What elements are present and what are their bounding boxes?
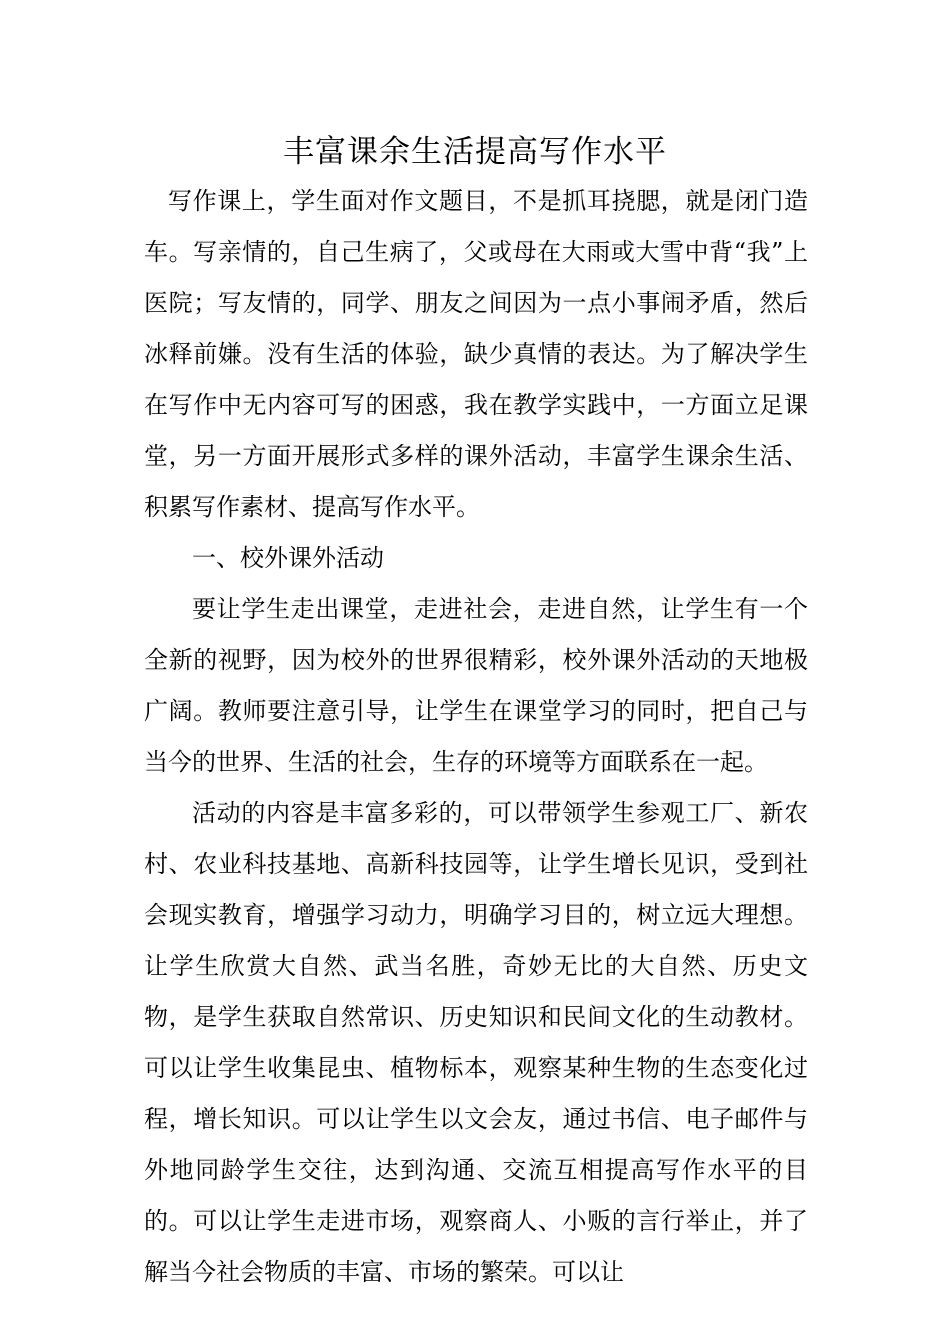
- paragraph-intro: 写作课上，学生面对作文题目，不是抓耳挠腮，就是闭门造车。写亲情的，自己生病了，父或母在大雨或大雪中背“我”上医院；写友情的，同学、朋友之间因为一点小事闹矛盾，然后冰释前嫌。没有生活的体验，缺少真情的表达。为了解决学生在写作中无内容可写的困惑，我在教学实践中，一方面立足课堂，另一方面开展形式多样的课外活动，丰富学生课余生活、积累写作素材、提高写作水平。: [144, 187, 808, 521]
- document-title: 丰富课余生活提高写作水平: [283, 134, 667, 170]
- document-body: [144, 176, 808, 1298]
- paragraph: 活动的内容是丰富多彩的，可以带领学生参观工厂、新农村、农业科技基地、高新科技园等，让学生增长见识，受到社会现实教育，增强学习动力，明确学习目的，树立远大理想。让学生欣赏大自然、武当名胜，奇妙无比的大自然、历史文物，是学生获取自然常识、历史知识和民间文化的生动教材。可以让学生收集昆虫、植物标本，观察某种生物的生态变化过程，增长知识。可以让学生以文会友，通过书信、电子邮件与外地同龄学生交往，达到沟通、交流互相提高写作水平的目的。可以让学生走进市场，观察商人、小贩的言行举止，并了解当今社会物质的丰富、市场的繁荣。可以让: [144, 799, 808, 1286]
- section-heading: 一、校外课外活动: [192, 544, 384, 572]
- paragraph: 要让学生走出课堂，走进社会，走进自然，让学生有一个全新的视野，因为校外的世界很精彩，校外课外活动的天地极广阔。教师要注意引导，让学生在课堂学习的同时，把自己与当今的世界、生活的社会，生存的环境等方面联系在一起。: [144, 595, 808, 776]
